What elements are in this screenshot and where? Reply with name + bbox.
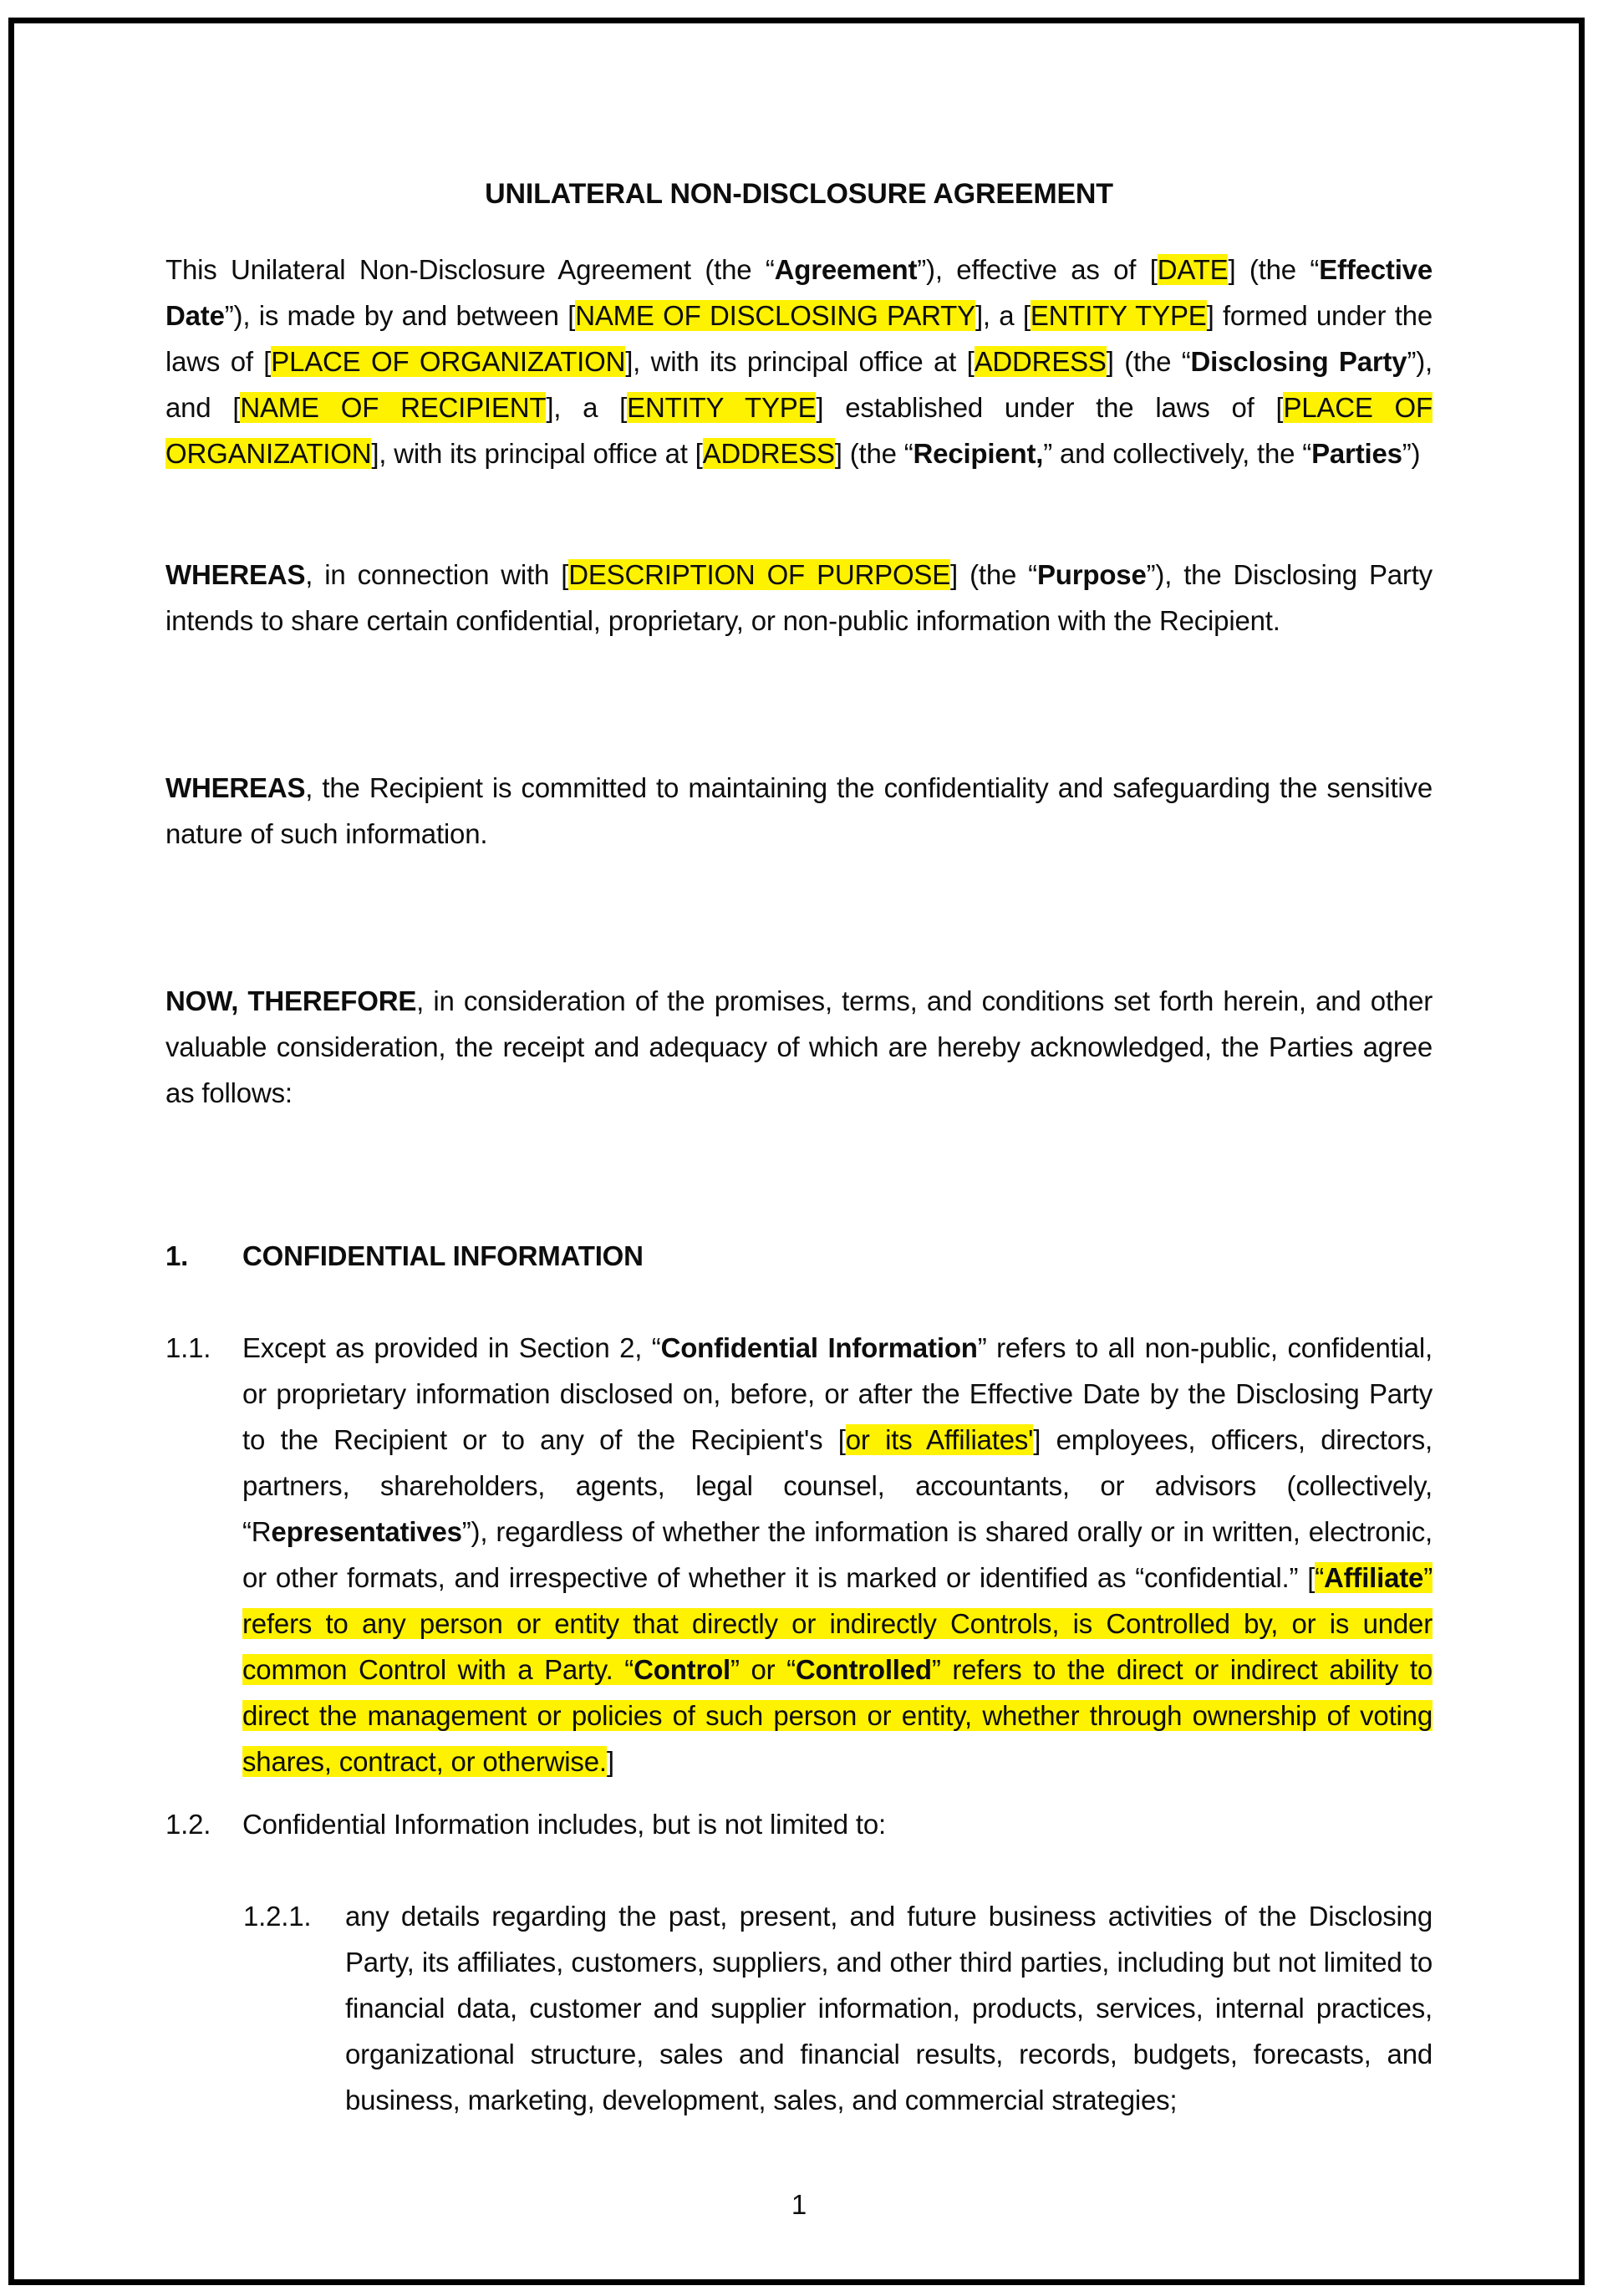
intro-paragraph: This Unilateral Non-Disclosure Agreement (the “Agreement”), effective as of [DATE] (the “Effective Date”), is made by and between [NAME OF DISCLOSING PARTY], a [ENTITY TYPE] formed under the laws of [PLACE OF ORGANIZATION], with its principal office at [ADDRESS] (the “Disclosing Party”), and [NAME OF RECIPIENT], a [ENTITY TYPE] established under the laws of [PLACE OF ORGANIZATION], with its principal office at [ADDRESS] (the “Recipient,” and collectively, the “Parties”) bbox=[165, 254, 1433, 469]
clause-1-2-number: 1.2. bbox=[165, 1809, 211, 1840]
section-1-number: 1. bbox=[165, 1240, 189, 1271]
page-number: 1 bbox=[791, 2189, 807, 2220]
clause-1-2-text: Confidential Information includes, but is not limited to: bbox=[242, 1809, 887, 1840]
whereas-purpose-paragraph: WHEREAS, in connection with [DESCRIPTION OF PURPOSE] (the “Purpose”), the Disclosing Party intends to share certain confidential, proprietary, or non-public information with the Recipient. bbox=[165, 559, 1433, 636]
section-1-title: CONFIDENTIAL INFORMATION bbox=[242, 1240, 644, 1271]
now-therefore-paragraph: NOW, THEREFORE, in consideration of the promises, terms, and conditions set forth herein, and other valuable consideration, the receipt and adequacy of which are hereby acknowledged, the Parties agree as follows: bbox=[165, 985, 1433, 1108]
whereas-recipient-paragraph: WHEREAS, the Recipient is committed to maintaining the confidentiality and safeguarding the sensitive nature of such information. bbox=[165, 772, 1433, 849]
clause-1-2-1 bbox=[165, 1893, 1433, 2123]
clause-1-2-1-number: 1.2.1. bbox=[243, 1901, 312, 1932]
page-content bbox=[165, 0, 1433, 2227]
clause-1-1-text: Except as provided in Section 2, “Confidential Information” refers to all non-public, confidential, or proprietary information disclosed on, before, or after the Effective Date by the Disclosing Party to the Recipient or to any of the Recipient's [or its Affiliates'] employees, officers, directors, partners, shareholders, agents, legal counsel, accountants, or advisors (collectively, “Representatives”), regardless of whether the information is shared orally or in written, electronic, or other formats, and irrespective of whether it is marked or identified as “confidential.” [“Affiliate” refers to any person or entity that directly or indirectly Controls, is Controlled by, or is under common Control with a Party. “Control” or “Controlled” refers to the direct or indirect ability to direct the management or policies of such person or entity, whether through ownership of voting shares, contract, or otherwise.] bbox=[242, 1332, 1433, 1777]
section-1-heading bbox=[165, 1233, 1433, 1279]
document-title: UNILATERAL NON-DISCLOSURE AGREEMENT bbox=[485, 178, 1113, 210]
clause-1-1 bbox=[165, 1325, 1433, 1784]
clause-1-1-number: 1.1. bbox=[165, 1332, 211, 1363]
clause-1-2 bbox=[165, 1801, 1433, 1847]
clause-1-2-1-text: any details regarding the past, present, and future business activities of the Disclosing Party, its affiliates, customers, suppliers, and other third parties, including but not limited to financial data, customer and supplier information, products, services, internal practices, organizational structure, sales and financial results, records, budgets, forecasts, and business, marketing, development, sales, and commercial strategies; bbox=[345, 1901, 1433, 2115]
